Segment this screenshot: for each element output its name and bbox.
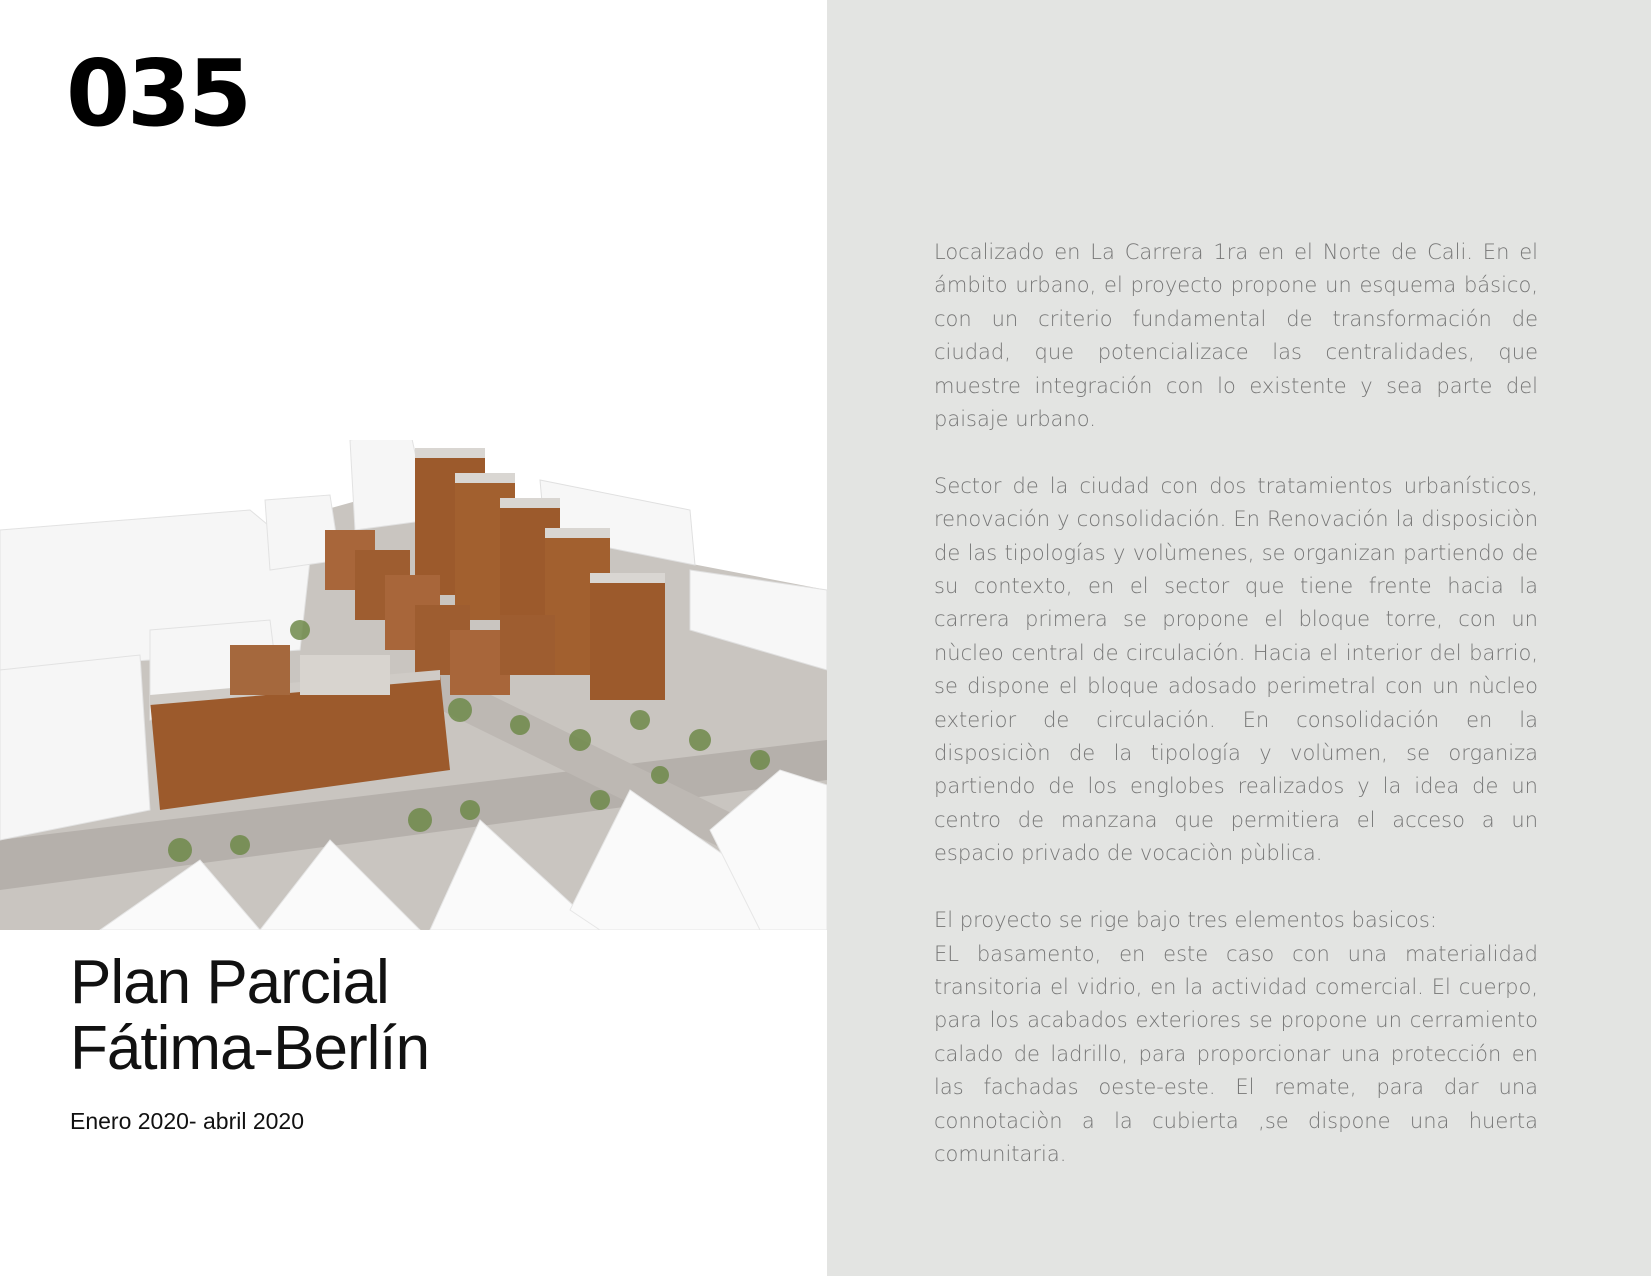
paragraph-elements-intro: El proyecto se rige bajo tres elementos basicos: (934, 908, 1437, 933)
page-number: 035 (66, 40, 250, 147)
project-title-line1: Plan Parcial (70, 948, 389, 1017)
paragraph-location: Localizado en La Carrera 1ra en el Norte de Cali. En el ámbito urbano, el proyecto propone un esquema básico, con un criterio fundamental de transformación de ciudad, que potencializace las centralidades, que muestre integración con lo existente y sea parte del paisaje urbano. (934, 240, 1538, 432)
project-dates: Enero 2020- abril 2020 (70, 1108, 304, 1134)
architectural-render (0, 440, 827, 930)
project-title (70, 950, 429, 1082)
paragraph-elements: EL basamento, en este caso con una materialidad transitoria el vidrio, en la actividad comercial. El cuerpo, para los acabados exteriores se propone un cerramiento calado de ladrillo, para proporcionar una protección en las fachadas oeste-este. El remate, para dar una connotaciòn a la cubierta ,se dispone una huerta comunitaria. (934, 941, 1538, 1166)
paragraph-sector: Sector de la ciudad con dos tratamientos urbanísticos, renovación y consolidación. En Renovación la disposiciòn de las tipologías y volùmenes, se organizan partiendo de su contexto, en el sector que tiene frente hacia la carrera primera se propone el bloque torre, con un nùcleo central de circulación. Hacia el interior del barrio, se dispone el bloque adosado perimetral con un nùcleo exterior de circulación. En consolidación en la disposiciòn de la tipología y volùmen, se organiza partiendo de los englobes realizados y la idea de un centro de manzana que permitiera el acceso a un espacio privado de vocaciòn pùblica. (934, 473, 1538, 866)
project-title-line2: Fátima-Berlín (70, 1014, 430, 1083)
description-text (934, 236, 1538, 1205)
